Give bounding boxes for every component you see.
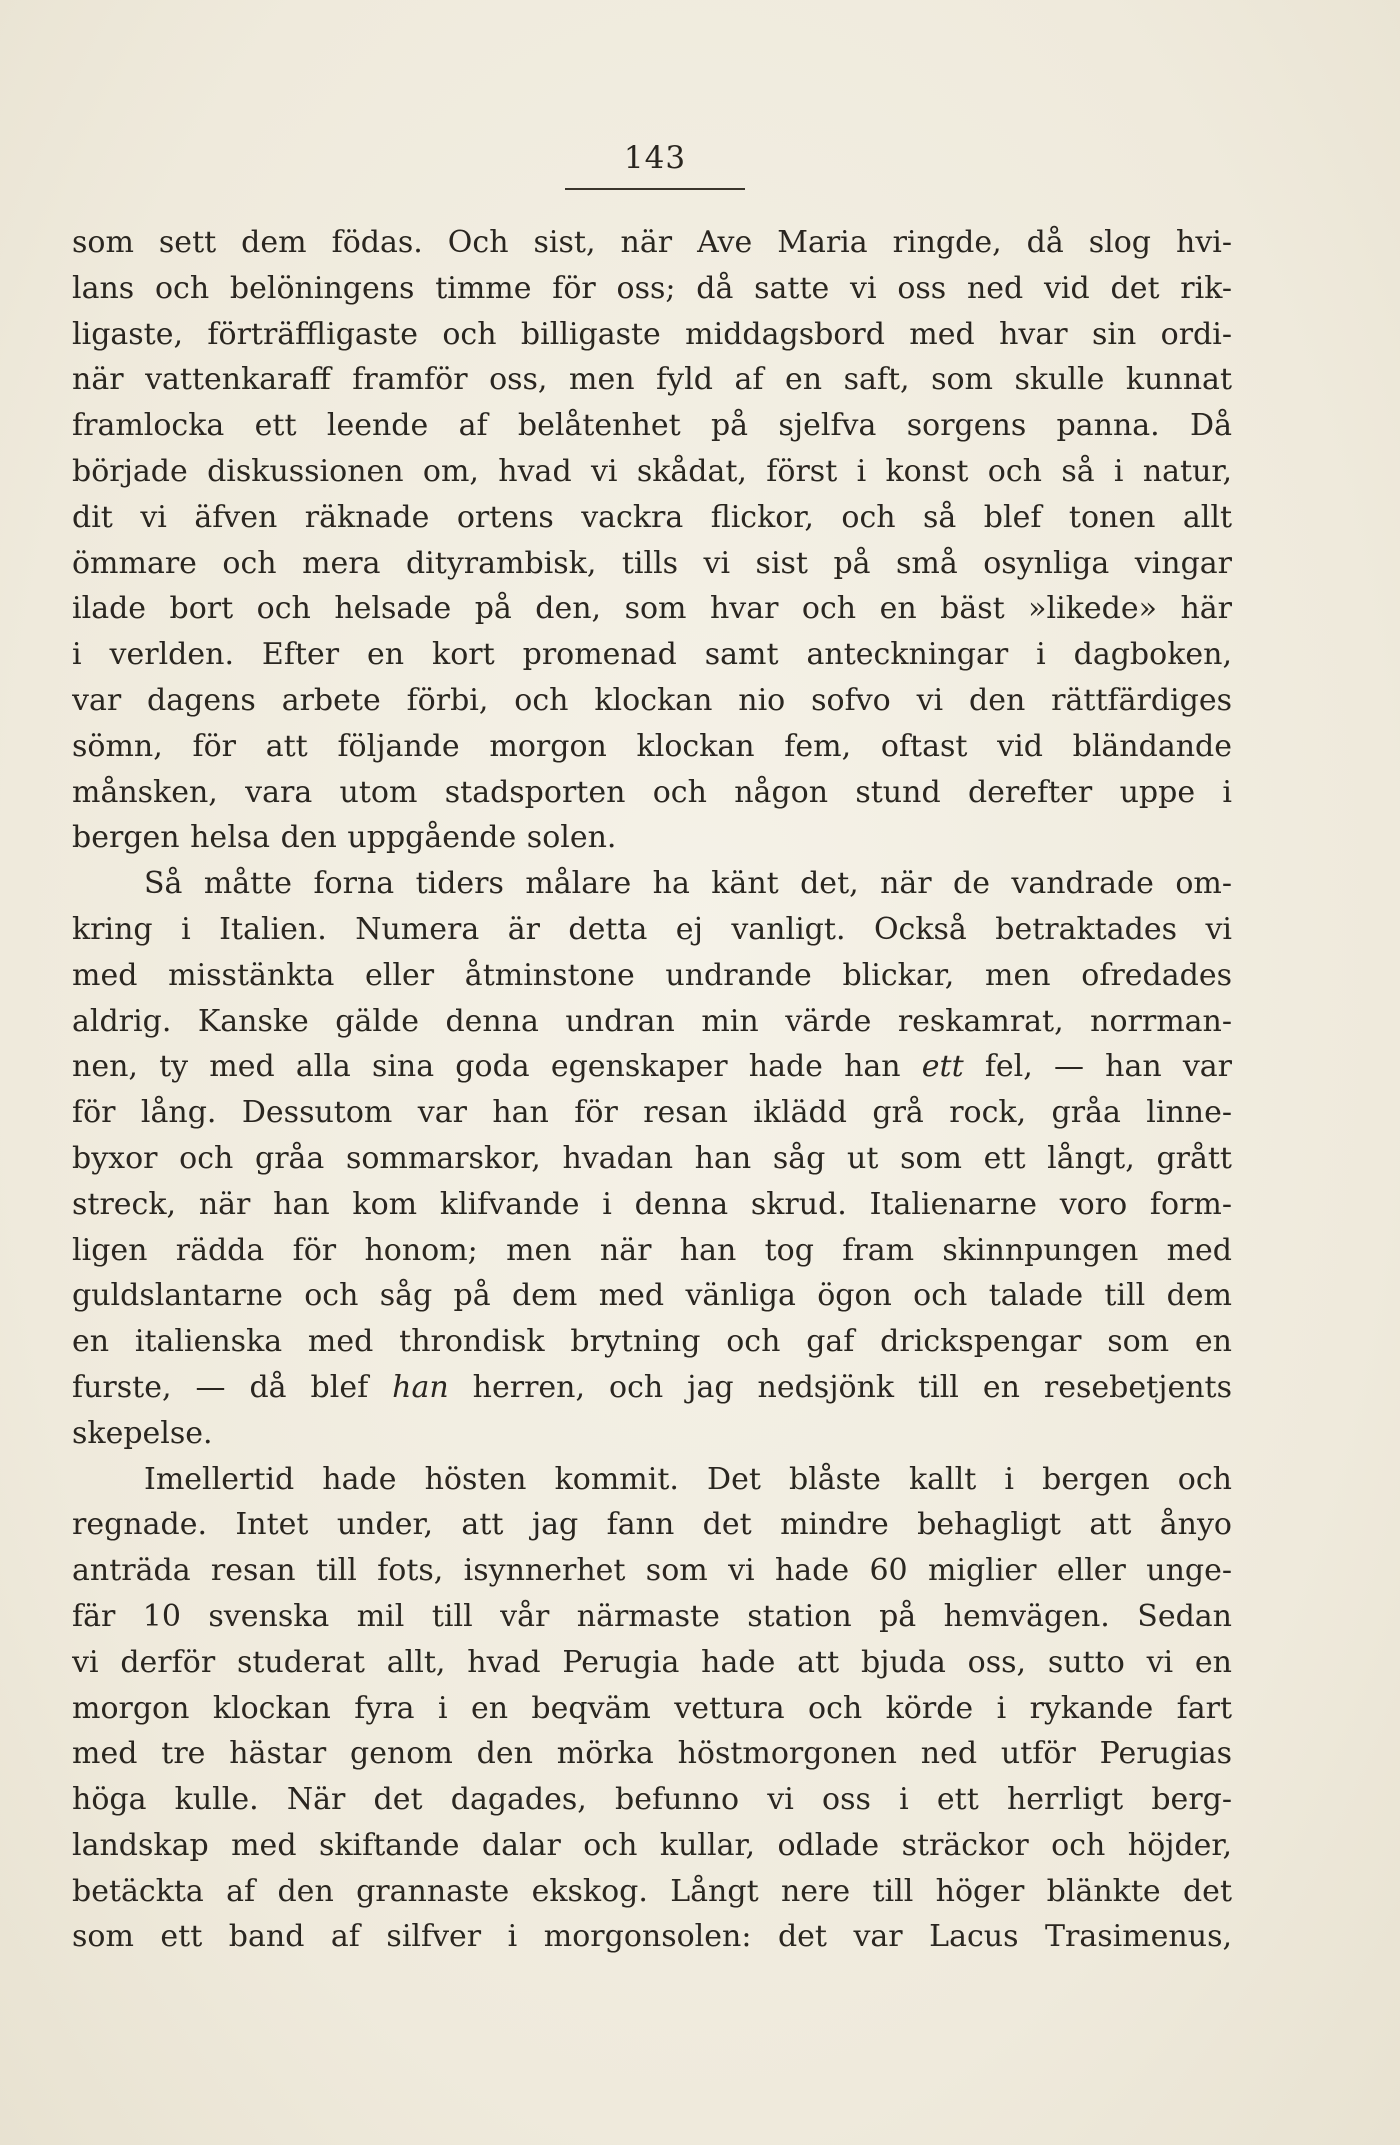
text-line: morgon klockan fyra i en beqväm vettura och körde i rykande fart (72, 1690, 1232, 1726)
text-line: fär 10 svenska mil till vår närmaste station på hemvägen. Sedan (72, 1598, 1232, 1634)
text-line: landskap med skiftande dalar och kullar, odlade sträckor och höjder, (72, 1827, 1232, 1863)
text-line: höga kulle. När det dagades, befunno vi oss i ett herrligt berg- (72, 1782, 1232, 1818)
text-line: ilade bort och helsade på den, som hvar och en bäst »likede» här (72, 591, 1232, 627)
text-line: guldslantarne och såg på dem med vänliga ögon och talade till dem (72, 1278, 1232, 1314)
text-line: i verlden. Efter en kort promenad samt anteckningar i dagboken, (72, 637, 1232, 673)
text-line: med tre hästar genom den mörka höstmorgonen ned utför Perugias (72, 1736, 1232, 1772)
text-segment: nen, ty med alla sina goda egenskaper hade han (72, 1049, 922, 1085)
text-line: ligen rädda för honom; men när han tog fram skinnpungen med (72, 1232, 1232, 1268)
italic-word: han (392, 1369, 449, 1405)
text-line: ligaste, förträffligaste och billigaste middagsbord med hvar sin ordi- (72, 316, 1232, 352)
text-line: anträda resan till fots, isynnerhet som vi hade 60 miglier eller unge- (72, 1553, 1232, 1589)
text-line: när vattenkaraff framför oss, men fyld af en saft, som skulle kunnat (72, 362, 1232, 398)
text-line: byxor och gråa sommarskor, hvadan han såg ut som ett långt, grått (72, 1140, 1232, 1176)
paragraph-end-line: skepelse. (72, 1415, 213, 1451)
text-line: för lång. Dessutom var han för resan iklädd grå rock, gråa linne- (72, 1095, 1232, 1131)
text-line: en italienska med throndisk brytning och gaf drickspengar som en (72, 1324, 1232, 1360)
text-line: vi derför studerat allt, hvad Perugia hade att bjuda oss, sutto vi en (72, 1644, 1232, 1680)
text-line: som sett dem födas. Och sist, när Ave Maria ringde, då slog hvi- (72, 225, 1232, 260)
text-segment: furste, — då blef (72, 1369, 393, 1405)
text-line: framlocka ett leende af belåtenhet på sjelfva sorgens panna. Då (72, 408, 1232, 444)
text-line: aldrig. Kanske gälde denna undran min värde reskamrat, norrman- (72, 1003, 1232, 1039)
text-segment: fel, — han var (963, 1049, 1232, 1085)
text-line: dit vi äfven räknade ortens vackra flickor, och så blef tonen allt (72, 499, 1232, 535)
header-rule (565, 188, 745, 190)
text-line: med misstänkta eller åtminstone undrande blickar, men ofredades (72, 957, 1232, 993)
text-line: sömn, för att följande morgon klockan fem, oftast vid bländande (72, 728, 1232, 764)
text-line: var dagens arbete förbi, och klockan nio sofvo vi den rättfärdiges (72, 682, 1232, 718)
text-line: regnade. Intet under, att jag fann det mindre behagligt att ånyo (72, 1507, 1232, 1543)
paragraph-start-line: Imellertid hade hösten kommit. Det blåste kallt i bergen och (144, 1461, 1232, 1497)
text-line: som ett band af silfver i morgonsolen: det var Lacus Trasimenus, (72, 1919, 1232, 1955)
text-line (72, 1044, 1232, 1090)
text-line: streck, när han kom klifvande i denna skrud. Italienarne voro form- (72, 1186, 1232, 1222)
body-text (72, 220, 1232, 1960)
text-line (72, 1365, 1232, 1411)
paragraph-start-line: Så måtte forna tiders målare ha känt det, när de vandrade om- (144, 866, 1232, 902)
paragraph-end-line: bergen helsa den uppgående solen. (72, 820, 617, 856)
text-line: kring i Italien. Numera är detta ej vanligt. Också betraktades vi (72, 911, 1232, 947)
italic-word: ett (921, 1049, 964, 1085)
text-line: började diskussionen om, hvad vi skådat, först i konst och så i natur, (72, 453, 1232, 489)
text-line: betäckta af den grannaste ekskog. Långt nere till höger blänkte det (72, 1873, 1232, 1909)
text-segment: herren, och jag nedsjönk till en resebetjents (448, 1369, 1232, 1405)
text-line: månsken, vara utom stadsporten och någon stund derefter uppe i (72, 774, 1232, 810)
text-line: lans och belöningens timme för oss; då satte vi oss ned vid det rik- (72, 270, 1232, 306)
text-line: ömmare och mera dityrambisk, tills vi sist på små osynliga vingar (72, 545, 1232, 581)
page-number: 143 (623, 140, 687, 176)
